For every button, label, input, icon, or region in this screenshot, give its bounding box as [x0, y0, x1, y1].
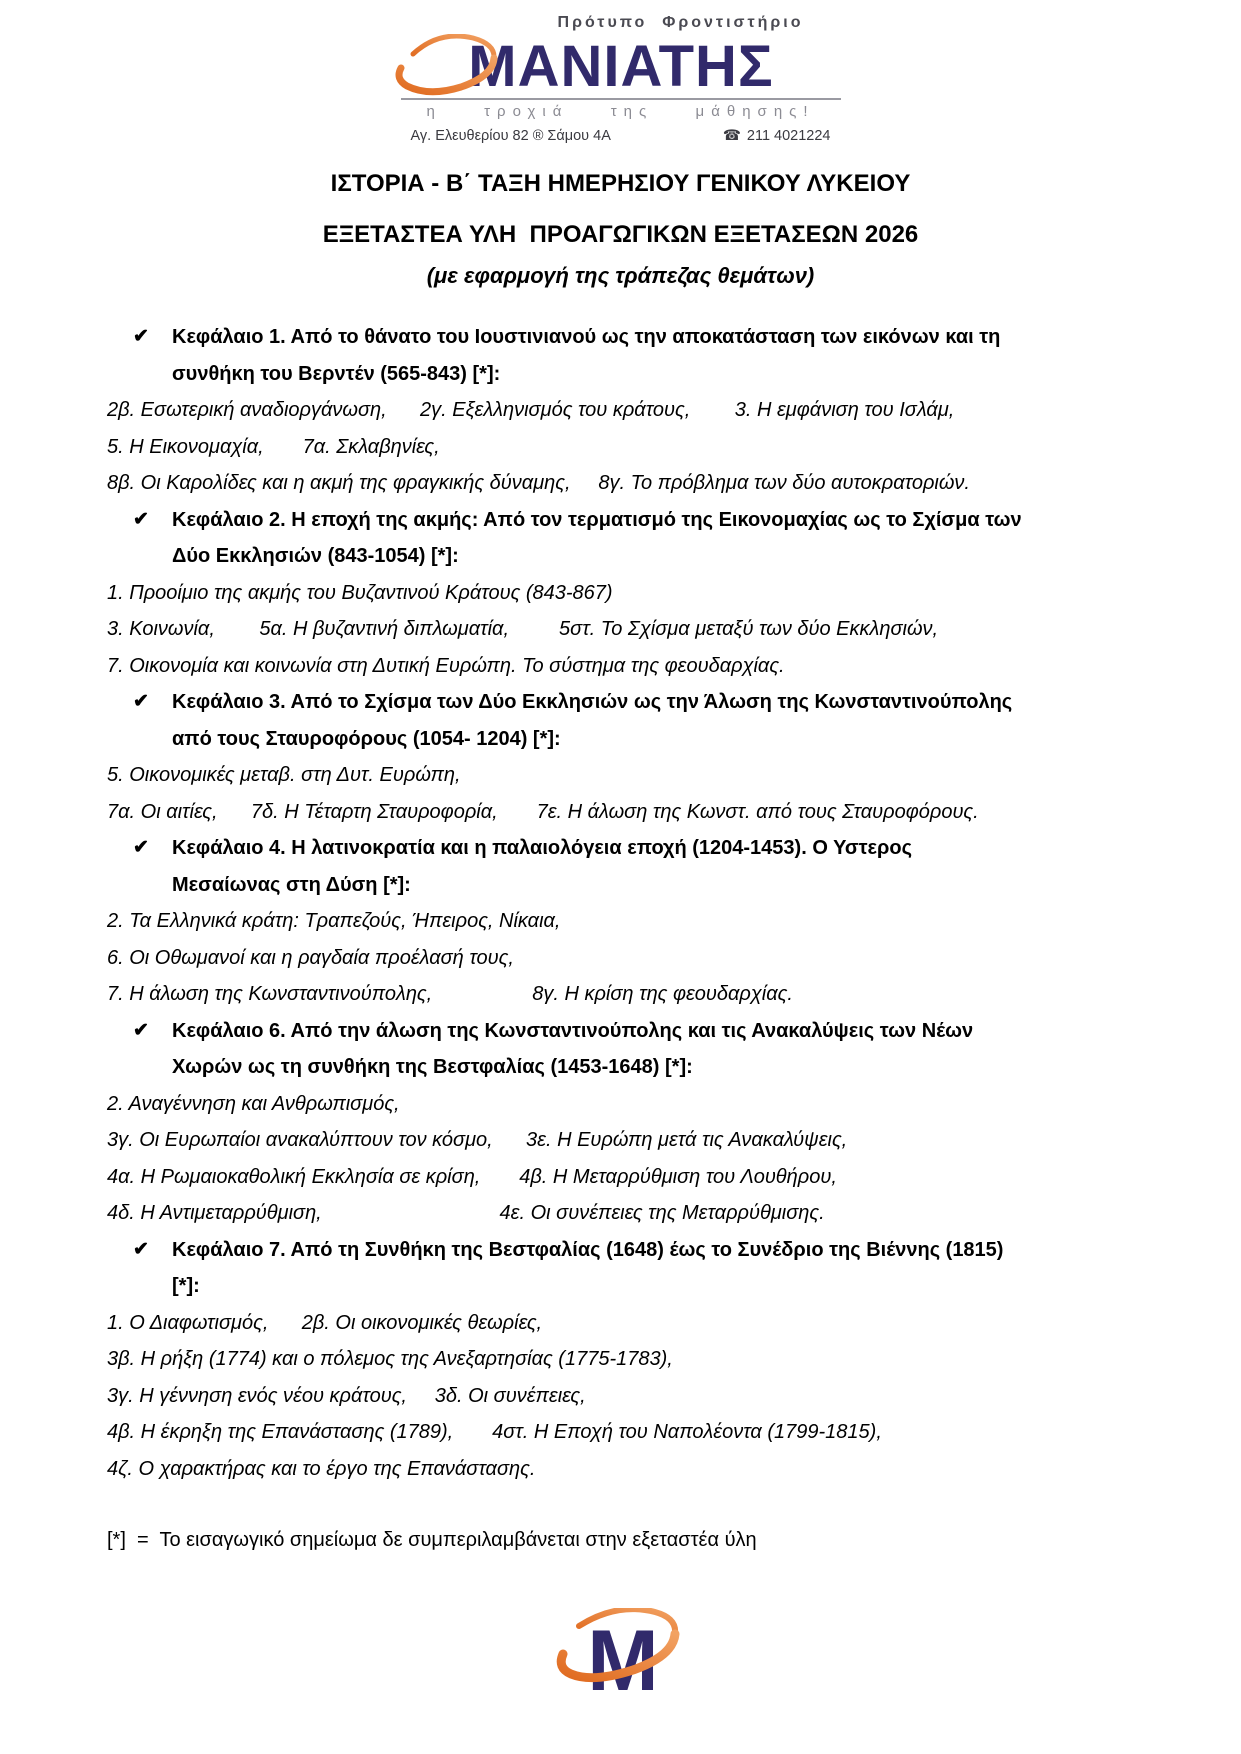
brand-wordmark-svg: [391, 34, 851, 96]
brand-tagline: η τροχιά της μάθησης!: [426, 103, 815, 120]
chapter-item-line: 3γ. Οι Ευρωπαίοι ανακαλύπτουν τον κόσμο, 3ε. Η Ευρώπη μετά τις Ανακαλύψεις,: [107, 1129, 848, 1151]
chapter-item-line: 3γ. Η γέννηση ενός νέου κράτους, 3δ. Οι συνέπειες,: [107, 1384, 586, 1407]
chapter-heading-line: Κεφάλαιο 3. Από το Σχίσμα των Δύο Εκκλησιών ως την Άλωση της Κωνσταντινούπολης: [172, 691, 1013, 713]
chapter-item-line: 4α. Η Ρωμαιοκαθολική Εκκλησία σε κρίση, 4β. Η Μεταρρύθμιση του Λουθήρου,: [107, 1165, 837, 1188]
checkmark-icon: ✔: [133, 691, 149, 712]
chapter-item-line: 4β. Η έκρηξη της Επανάστασης (1789), 4στ. Η Εποχή του Ναπολέοντα (1799-1815),: [107, 1421, 882, 1443]
footnote: [*] = Το εισαγωγικό σημείωμα δε συμπεριλαμβάνεται στην εξεταστέα ύλη: [107, 1529, 757, 1551]
chapter-heading-line: Χωρών ως τη συνθήκη της Βεστφαλίας (1453-1648) [*]:: [172, 1056, 693, 1078]
chapter-item-line: 7. Η άλωση της Κωνσταντινούπολης, 8γ. Η κρίση της φεουδαρχίας.: [107, 983, 793, 1005]
brand-subtitle-top: Πρότυπο Φροντιστήριο: [557, 14, 804, 31]
chapter-heading-line: Κεφάλαιο 1. Από το θάνατο του Ιουστινιανού ως την αποκατάσταση των εικόνων και τη: [172, 326, 1001, 348]
chapter-heading-line: Κεφάλαιο 6. Από την άλωση της Κωνσταντινούπολης και τις Ανακαλύψεις των Νέων: [172, 1019, 974, 1042]
chapter-3-section: [0, 684, 1241, 830]
chapter-heading-line: Κεφάλαιο 4. Η λατινοκρατία και η παλαιολόγεια εποχή (1204-1453). Ο Υστερος: [172, 837, 913, 859]
chapter-item-line: 3β. Η ρήξη (1774) και ο πόλεμος της Ανεξαρτησίας (1775-1783),: [107, 1348, 673, 1370]
chapter-item-line: 4ζ. Ο χαρακτήρας και το έργο της Επανάστασης.: [107, 1457, 536, 1480]
chapter-item-line: 3. Κοινωνία, 5α. Η βυζαντινή διπλωματία, 5στ. Το Σχίσμα μεταξύ των δύο Εκκλησιών,: [107, 618, 939, 640]
chapter-2-section: [0, 502, 1241, 685]
checkmark-icon: ✔: [133, 837, 149, 858]
phone-number: 211 4021224: [746, 128, 831, 144]
checkmark-icon: ✔: [133, 1019, 149, 1041]
chapter-heading-line: Κεφάλαιο 2. Η εποχή της ακμής: Από τον τερματισμό της Εικονομαχίας ως το Σχίσμα των: [172, 508, 1022, 531]
chapter-item-line: 2β. Εσωτερική αναδιοργάνωση, 2γ. Εξελληνισμός του κράτους, 3. Η εμφάνιση του Ισλάμ,: [107, 399, 955, 421]
chapter-item-line: 2. Τα Ελληνικά κράτη: Τραπεζούς, Ήπειρος, Νίκαια,: [107, 910, 561, 932]
document-subtitle-note: (με εφαρμογή της τράπεζας θεμάτων): [426, 263, 815, 288]
chapter-heading: [133, 1013, 1241, 1086]
contact-row: [411, 128, 831, 144]
chapter-item-line: 5. Η Εικονομαχία, 7α. Σκλαβηνίες,: [107, 435, 440, 458]
chapter-item-line: 5. Οικονομικές μεταβ. στη Δυτ. Ευρώπη,: [107, 764, 461, 786]
chapter-item-line: 7. Οικονομία και κοινωνία στη Δυτική Ευρώπη. Το σύστημα της φεουδαρχίας.: [107, 654, 785, 677]
chapter-item-line: 6. Οι Οθωμανοί και η ραγδαία προέλασή τους,: [107, 946, 514, 969]
chapter-item-line: 8β. Οι Καρολίδες και η ακμή της φραγκικής δύναμης, 8γ. Το πρόβλημα των δύο αυτοκρατοριών.: [107, 472, 970, 494]
chapter-heading: [133, 319, 1241, 392]
chapter-item-line: 1. Ο Διαφωτισμός, 2β. Οι οικονομικές θεωρίες,: [107, 1311, 543, 1334]
chapter-item-line: 1. Προοίμιο της ακμής του Βυζαντινού Κράτους (843-867): [107, 581, 613, 604]
chapter-heading: [133, 502, 1241, 575]
phone-cell: [723, 128, 831, 144]
chapter-item-line: 4δ. Η Αντιμεταρρύθμιση, 4ε. Οι συνέπειες της Μεταρρύθμισης.: [107, 1202, 825, 1224]
chapter-heading-line: συνθήκη του Βερντέν (565-843) [*]:: [172, 362, 501, 385]
footer-logo-letter: M: [586, 1613, 659, 1708]
chapter-heading-line: Κεφάλαιο 7. Από τη Συνθήκη της Βεστφαλίας (1648) έως το Συνέδριο της Βιέννης (1815): [172, 1238, 1004, 1261]
chapter-6-section: [0, 1013, 1241, 1232]
checkmark-icon: ✔: [133, 1238, 149, 1260]
chapter-1-section: [0, 319, 1241, 502]
address-text: Αγ. Ελευθερίου 82 ® Σάμου 4Α: [410, 128, 611, 144]
brand-name-text: ΜΑΝΙΑΤΗΣ: [467, 34, 774, 96]
chapter-heading: [133, 830, 1241, 903]
chapter-heading: [133, 684, 1241, 757]
footer-logo: [0, 1608, 1241, 1713]
checkmark-icon: ✔: [133, 508, 149, 530]
title-block: [0, 170, 1241, 289]
chapter-heading-line: Δύο Εκκλησιών (843-1054) [*]:: [172, 545, 459, 567]
chapter-heading-line: από τους Σταυροφόρους (1054- 1204) [*]:: [172, 727, 561, 750]
chapter-7-section: [0, 1232, 1241, 1488]
syllabus-body: [0, 319, 1241, 1487]
chapter-heading-line: Μεσαίωνας στη Δύση [*]:: [172, 873, 411, 896]
phone-icon: ☎: [722, 128, 741, 144]
brand-wordmark-row: [386, 34, 856, 96]
footer-logo-svg: [531, 1608, 711, 1708]
chapter-heading-line: [*]:: [172, 1275, 200, 1297]
document-subtitle: ΕΞΕΤΑΣΤΕΑ ΥΛΗ ΠΡΟΑΓΩΓΙΚΩΝ ΕΞΕΤΑΣΕΩΝ 2026: [322, 221, 919, 248]
chapter-item-line: 7α. Οι αιτίες, 7δ. Η Τέταρτη Σταυροφορία, 7ε. Η άλωση της Κωνστ. από τους Σταυροφόρους.: [107, 800, 979, 823]
chapter-heading: [133, 1232, 1241, 1305]
document-title: ΙΣΤΟΡΙΑ - Β΄ ΤΑΞΗ ΗΜΕΡΗΣΙΟΥ ΓΕΝΙΚΟΥ ΛΥΚΕΙΟΥ: [330, 170, 911, 197]
chapter-4-section: [0, 830, 1241, 1013]
chapter-item-line: 2. Αναγέννηση και Ανθρωπισμός,: [107, 1092, 400, 1115]
brand-divider: [401, 98, 841, 100]
brand-logo: [386, 14, 856, 144]
checkmark-icon: ✔: [133, 326, 149, 347]
